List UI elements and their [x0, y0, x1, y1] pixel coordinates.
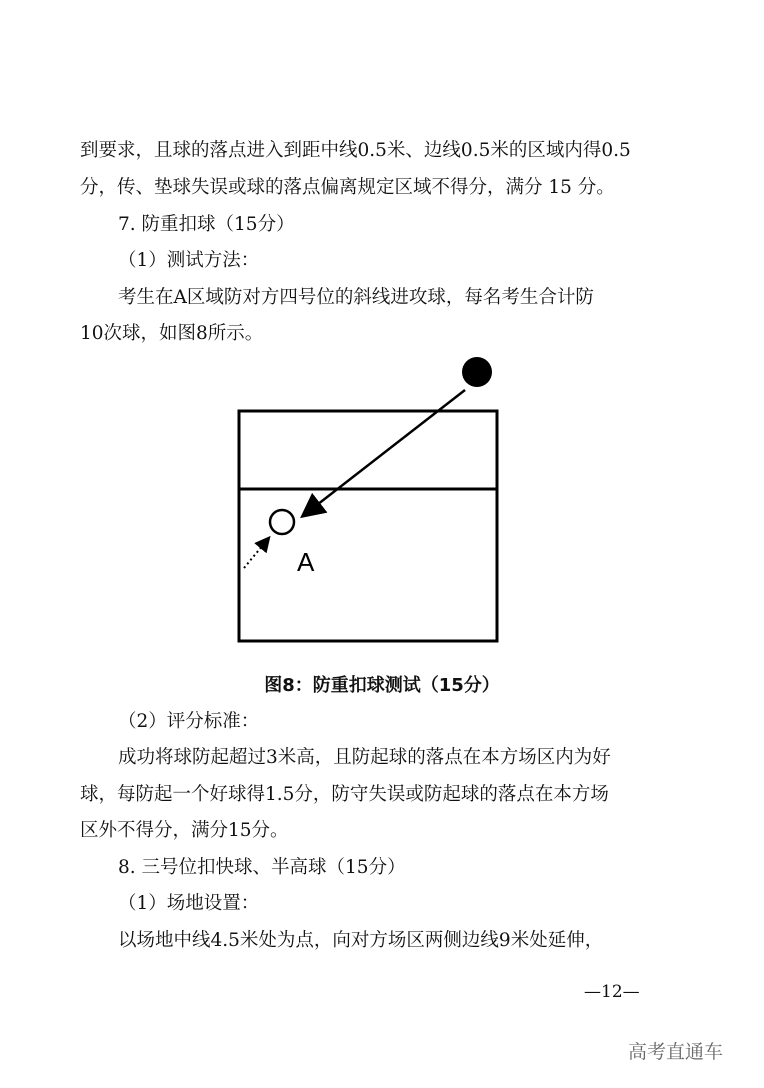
- defender-movement-arrow: [244, 539, 268, 568]
- paragraph-line: 区外不得分，满分15分。: [80, 820, 289, 841]
- spike-trajectory-arrow: [304, 390, 465, 515]
- paragraph-line: 到要求，且球的落点进入到距中线0.5米、边线0.5米的区域内得0.5: [80, 140, 631, 161]
- paragraph-line: 分，传、垫球失误或球的落点偏离规定区域不得分，满分 15 分。: [80, 177, 615, 198]
- attacker-ball: [462, 357, 492, 387]
- zone-a-label: A: [297, 547, 315, 577]
- paragraph-line: 10次球，如图8所示。: [80, 323, 264, 344]
- subsection-heading: （1）场地设置：: [118, 893, 260, 914]
- paragraph-line: 成功将球防起超过3米高，且防起球的落点在本方场区内为好: [118, 747, 611, 768]
- subsection-heading: （1）测试方法：: [118, 250, 260, 271]
- subsection-heading: （2）评分标准：: [118, 711, 260, 732]
- paragraph-line: 球，每防起一个好球得1.5分，防守失误或防起球的落点在本方场: [80, 784, 609, 805]
- paragraph-line: 以场地中线4.5米处为点，向对方场区两侧边线9米处延伸，: [118, 930, 604, 951]
- section-heading: 8. 三号位扣快球、半高球（15分）: [118, 857, 406, 878]
- section-heading: 7. 防重扣球（15分）: [118, 214, 295, 235]
- paragraph-line: 考生在A区域防对方四号位的斜线进攻球，每名考生合计防: [118, 287, 594, 308]
- defender-position-circle: [270, 510, 294, 534]
- watermark: 高考直通车: [628, 1041, 724, 1063]
- figure-caption: 图8：防重扣球测试（15分）: [264, 675, 500, 696]
- page-number: —12—: [584, 982, 640, 1002]
